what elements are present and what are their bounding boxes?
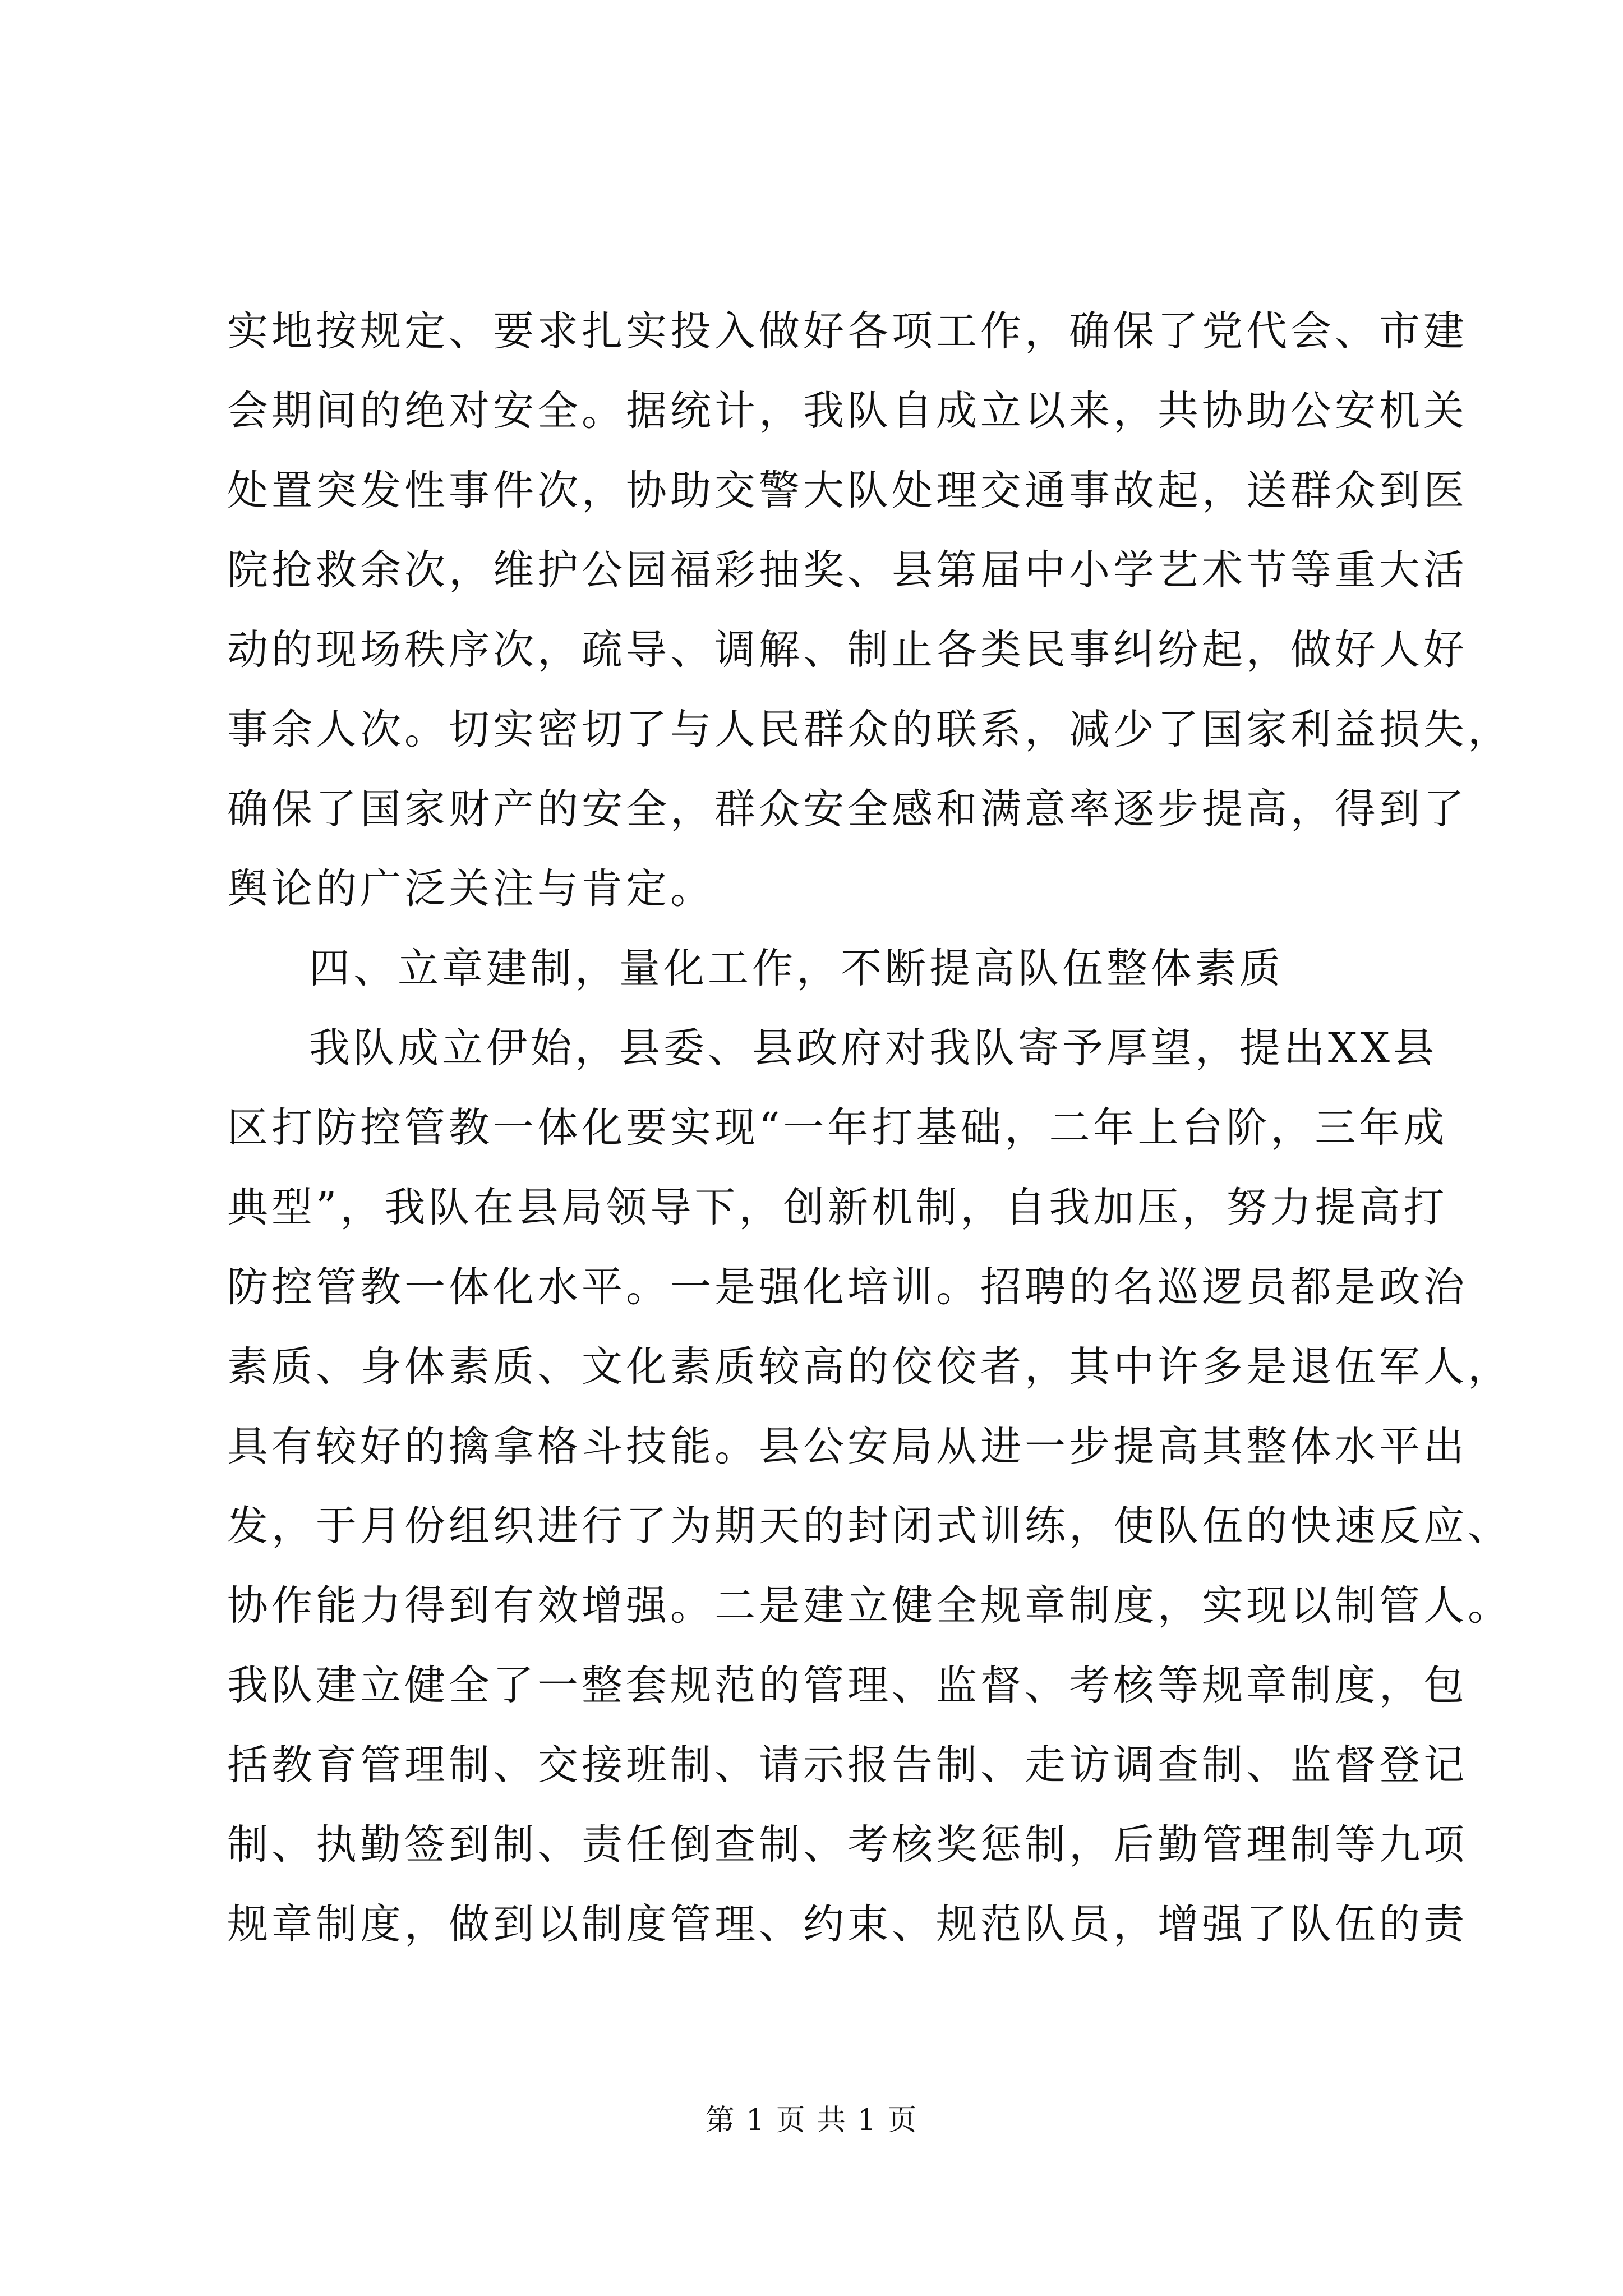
- text-line: 防控管教一体化水平。一是强化培训。招聘的名巡逻员都是政治: [227, 1263, 1468, 1311]
- text-line: 区打防控管教一体化要实现“一年打基础，二年上台阶，三年成: [227, 1104, 1448, 1152]
- text-line: 动的现场秩序次，疏导、调解、制止各类民事纠纷起，做好人好: [227, 626, 1468, 674]
- text-line: 规章制度，做到以制度管理、约束、规范队员，增强了队伍的责: [227, 1901, 1468, 1948]
- text-line: 发，于月份组织进行了为期天的封闭式训练，使队伍的快速反应、: [227, 1502, 1512, 1550]
- text-line: 实地按规定、要求扎实投入做好各项工作，确保了党代会、市建: [227, 307, 1468, 355]
- text-line: 我队建立健全了一整套规范的管理、监督、考核等规章制度，包: [227, 1662, 1468, 1709]
- text-line: 我队成立伊始，县委、县政府对我队寄予厚望，提出XX县: [309, 1024, 1437, 1072]
- text-line: 括教育管理制、交接班制、请示报告制、走访调查制、监督登记: [227, 1741, 1468, 1789]
- document-body: [227, 292, 1512, 1964]
- text-line: 会期间的绝对安全。据统计，我队自成立以来，共协助公安机关: [227, 387, 1468, 435]
- text-line: 确保了国家财产的安全，群众安全感和满意率逐步提高，得到了: [227, 785, 1468, 833]
- text-line: 具有较好的擒拿格斗技能。县公安局从进一步提高其整体水平出: [227, 1423, 1468, 1470]
- text-line: 协作能力得到有效增强。二是建立健全规章制度，实现以制管人。: [227, 1582, 1512, 1630]
- text-line: 素质、身体素质、文化素质较高的佼佼者，其中许多是退伍军人，: [227, 1343, 1512, 1391]
- text-line: 制、执勤签到制、责任倒查制、考核奖惩制，后勤管理制等九项: [227, 1821, 1468, 1869]
- text-line: 处置突发性事件次，协助交警大队处理交通事故起，送群众到医: [227, 467, 1468, 514]
- section-heading: 四、立章建制，量化工作，不断提高队伍整体素质: [309, 945, 1284, 992]
- text-line: 事余人次。切实密切了与人民群众的联系，减少了国家利益损失，: [227, 706, 1512, 753]
- text-line: 舆论的广泛关注与肯定。: [227, 865, 714, 913]
- text-line: 院抢救余次，维护公园福彩抽奖、县第届中小学艺术节等重大活: [227, 546, 1468, 594]
- text-line: 典型”，我队在县局领导下，创新机制，自我加压，努力提高打: [227, 1184, 1448, 1231]
- page-number-footer: 第 1 页 共 1 页: [705, 2104, 918, 2137]
